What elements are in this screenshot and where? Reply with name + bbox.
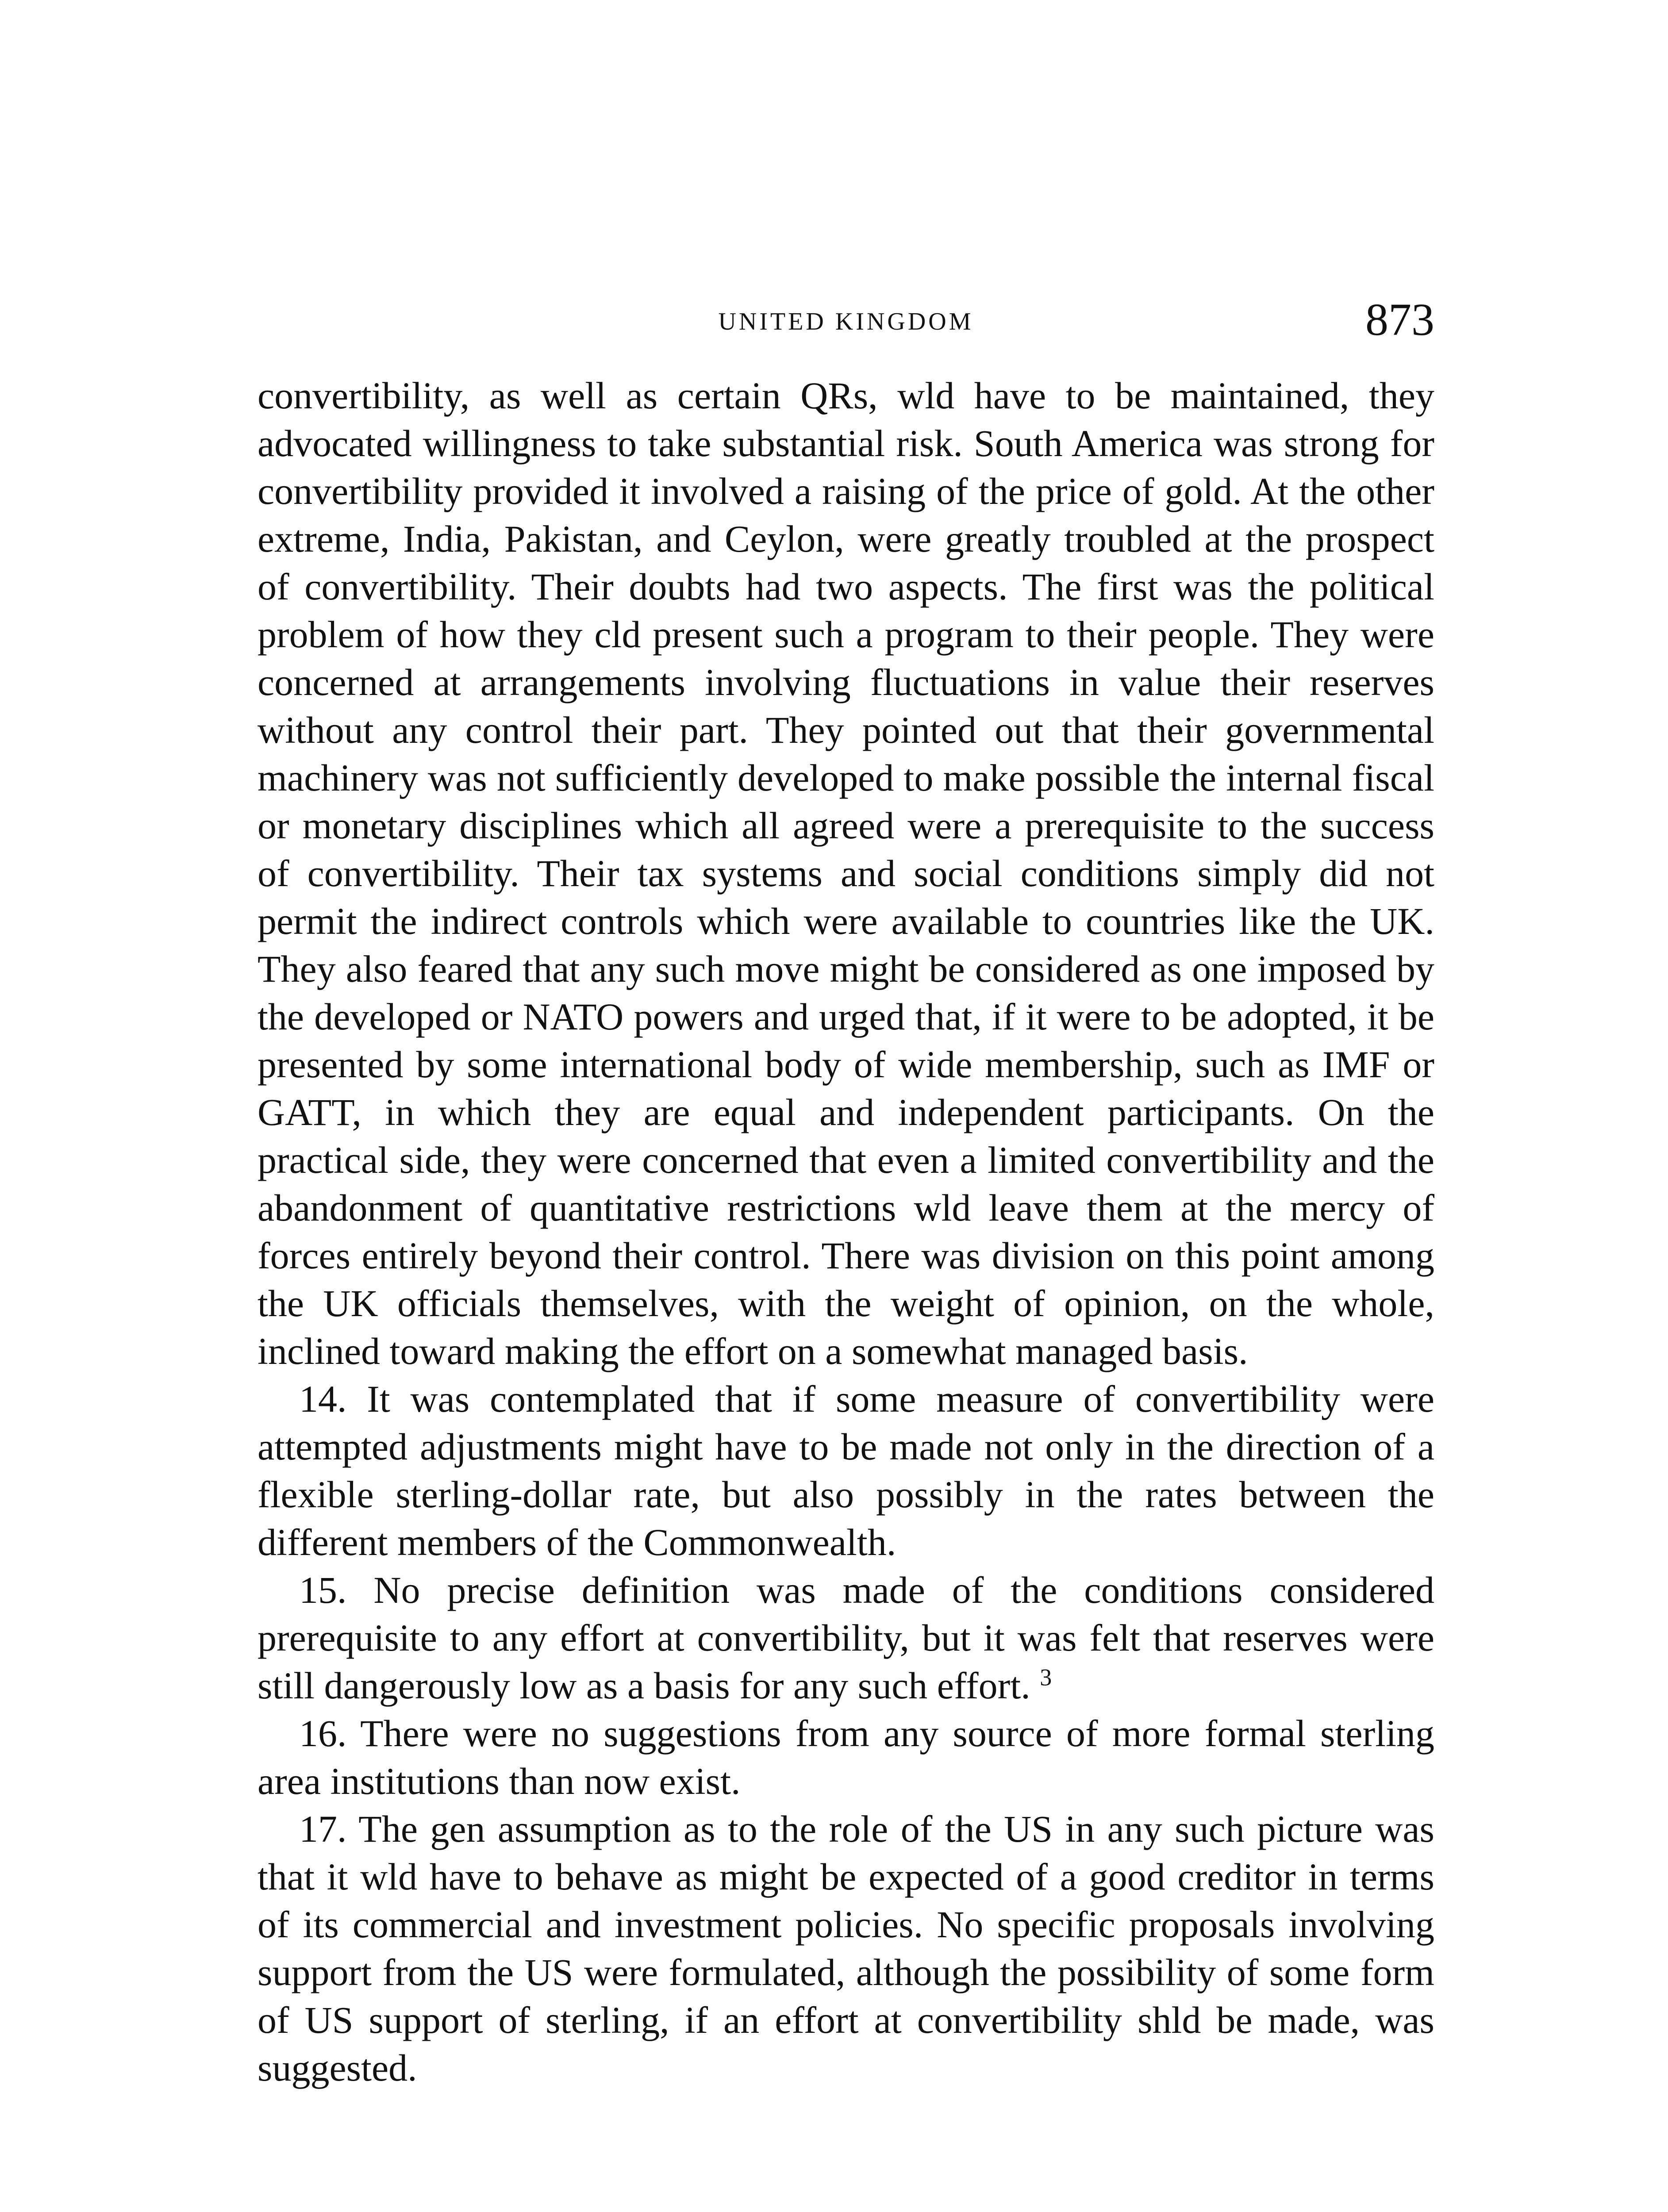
running-head [258,290,1434,356]
paragraph-continued: convertibility, as well as certain QRs, wld have to be maintained, they advocated willingness to take substantial risk. South America was strong for convertibility provided it involved a raising of the price of gold. At the other extreme, India, Pakistan, and Ceylon, were greatly troubled at the prospect of convertibility. Their doubts had two aspects. The first was the political problem of how they cld present such a program to their people. They were concerned at arrangements involving fluctuations in value their reserves without any control their part. They pointed out that their governmental machinery was not sufficiently developed to make possible the internal fiscal or monetary disciplines which all agreed were a prerequisite to the success of convertibility. Their tax systems and social conditions simply did not permit the indirect controls which were available to countries like the UK. They also feared that any such move might be considered as one imposed by the developed or NATO powers and urged that, if it were to be adopted, it be presented by some international body of wide membership, such as IMF or GATT, in which they are equal and independent participants. On the practical side, they were concerned that even a limited convertibility and the abandonment of quantitative restrictions wld leave them at the mercy of forces entirely beyond their control. There was division on this point among the UK officials themselves, with the weight of opinion, on the whole, inclined toward making the effort on a somewhat managed basis. [258,374,1434,1372]
footnote-reference: 3 [1040,1664,1052,1691]
paragraph-16: 16. There were no suggestions from any source of more formal sterling area institutions than now exist. [258,1712,1434,1802]
paragraph-17: 17. The gen assumption as to the role of the US in any such picture was that it wld have to behave as might be expected of a good creditor in terms of its commercial and investment policies. No specific proposals involving support from the US were formulated, although the possibility of some form of US support of sterling, if an effort at convertibility shld be made, was suggested. [258,1808,1434,2089]
paragraph-15 [258,1566,1434,1709]
paragraph-14: 14. It was contemplated that if some measure of convertibility were attempted adjustments might have to be made not only in the direction of a flexible sterling-dollar rate, but also possibly in the rates between the different members of the Commonwealth. [258,1378,1434,1563]
body-text [258,372,1434,2092]
page-number: 873 [1365,294,1434,345]
paragraph-15-text: 15. No precise definition was made of the conditions considered prerequisite to any effort at convertibility, but it was felt that reserves were still dangerously low as a basis for any such effort. [258,1569,1434,1707]
running-title: UNITED KINGDOM [718,308,974,335]
